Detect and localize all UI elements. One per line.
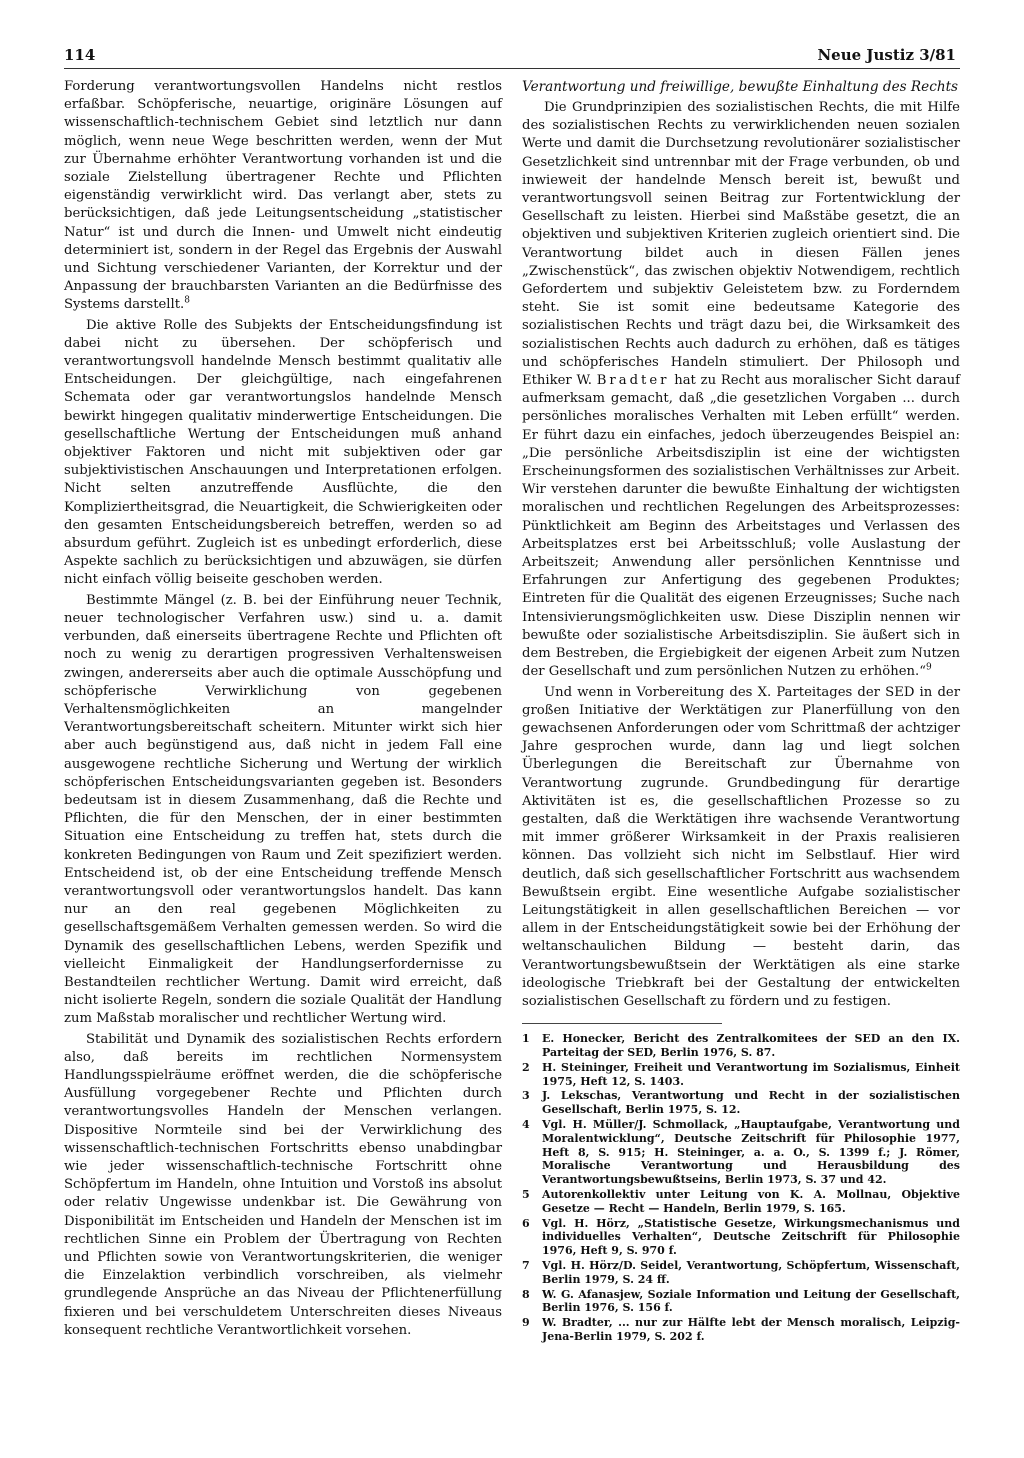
- paragraph-text: Die Grundprinzipien des sozialistischen Rechts, die mit Hilfe des sozialistischen Rechts zu verwirklichenden neuen sozialen Werte und damit die Durchsetzung revolutionärer sozialistischer Gesetzlichkeit sind untrennbar mit der Frage verbunden, ob und inwieweit der handelnde Mensch bereit ist, bewußt und verantwortungsvoll seinen Beitrag zur Fortentwicklung der Gesellschaft zu leisten. Hierbei sind Maßstäbe gesetzt, die an objektiven und subjektiven Kriterien zugleich orientiert sind. Die Verantwortung bildet auch in diesen Fällen jenes „Zwischenstück“, das zwischen objektiv Notwendigem, rechtlich Gefordertem und subjektiv Geleistetem bzw. zu Forderndem steht. Sie ist somit eine bedeutsame Kategorie des sozialistischen Rechts und trägt dazu bei, die Wirksamkeit des sozialistischen Rechts auch dadurch zu erhöhen, daß es tätiges und schöpferisches Handeln stimuliert. Der Philosoph und Ethiker W.: [522, 100, 960, 389]
- footnote-number: 9: [522, 1316, 530, 1330]
- footnote: [522, 1061, 960, 1089]
- footnote: [522, 1188, 960, 1216]
- right-column: [522, 78, 960, 1345]
- footnote-ref: 8: [184, 296, 190, 307]
- footnote-number: 1: [522, 1032, 530, 1046]
- footnote: [522, 1032, 960, 1060]
- footnote: [522, 1118, 960, 1187]
- author-name: Bradter: [596, 373, 670, 389]
- paragraph: Bestimmte Mängel (z. B. bei der Einführung neuer Technik, neuer technologischer Verfahren usw.) sind u. a. damit verbunden, daß einerseits übertragene Rechte und Pflichten oft noch zu wenig zu derartigen progressiven Verhaltensweisen zwingen, andererseits aber auch die optimale Ausschöpfung und schöpferische Verwirklichung von gegebenen Verhaltensmöglichkeiten an mangelnder Verantwortungsbereitschaft scheitern. Mitunter wirkt sich hier aber auch begünstigend aus, daß nicht in jedem Fall eine ausgewogene rechtliche Sicherung und Wertung der wirklich schöpferischen Entscheidungsvarianten gegeben ist. Besonders bedeutsam ist in diesem Zusammenhang, daß die Rechte und Pflichten, die für den Menschen, der in einer bestimmten Situation eine Entscheidung zu treffen hat, stets durch die konkreten Bedingungen von Raum und Zeit spezifiziert werden. Entscheidend ist, ob der eine Entscheidung treffende Mensch verantwortungsvoll oder verantwortungslos handelt. Das kann nur an den real gegebenen Möglichkeiten zu gesellschaftsgemäßem Verhalten gemessen werden. So wird die Dynamik des gesellschaftlichen Lebens, werden Spezifik und vielleicht Einmaligkeit der Handlungserfordernisse zu Bestandteilen rechtlicher Wertung. Damit wird erreicht, daß nicht isolierte Regeln, sondern die soziale Qualität der Handlung zum Maßstab moralischer und rechtlicher Wertung wird.: [64, 592, 502, 1027]
- footnote: [522, 1316, 960, 1344]
- footnote: [522, 1217, 960, 1258]
- footnote-number: 2: [522, 1060, 530, 1074]
- footnote-number: 8: [522, 1287, 530, 1301]
- paragraph: Und wenn in Vorbereitung des X. Parteitages der SED in der großen Initiative der Werktätigen zur Planerfüllung von den gewachsenen Anforderungen oder vom Schrittmaß der achtziger Jahre gesprochen wurde, dann lag und liegt solchen Überlegungen die Bereitschaft zur Übernahme von Verantwortung zugrunde. Grundbedingung für derartige Aktivitäten ist es, die gesellschaftlichen Prozesse so zu gestalten, daß die Werktätigen ihre wachsende Verantwortung mit immer größerer Wirksamkeit in der Praxis realisieren können. Das vollzieht sich nicht im Selbstlauf. Hier wird deutlich, daß sich gesellschaftlicher Fortschritt aus wachsendem Bewußtsein ergibt. Eine wesentliche Aufgabe sozialistischer Leitungstätigkeit in allen gesellschaftlichen Bereichen — vor allem in der Entscheidungstätigkeit sowie bei der Erhöhung der weltanschaulichen Bildung — besteht darin, das Verantwortungsbewußtsein der Werktätigen als eine starke ideologische Triebkraft bei der Gestaltung der entwickelten sozialistischen Gesellschaft zu fördern und zu festigen.: [522, 684, 960, 1009]
- paragraph: Stabilität und Dynamik des sozialistischen Rechts erfordern also, daß bereits im rechtlichen Normensystem Handlungsspielräume eröffnet werden, die die schöpferische Ausfüllung vorgegebener Rechte und Pflichten durch verantwortungsvolles Handeln der Menschen verlangen. Dispositive Normteile sind bei der Verwirklichung des wissenschaftlich-technischen Fortschritts ebenso unabdingbar wie jeder wissenschaftlich-technische Fortschritt ohne Schöpfertum im Handeln, ohne Intuition und Vorstoß ins absolut oder relativ Ungewisse undenkbar ist. Die Gewährung von Disponibilität im Entscheiden und Handeln der Menschen ist im rechtlichen Sinne ein Problem der Übertragung von Rechten und Pflichten sowie von Verantwortungskriterien, die weniger die Einzelaktion verbindlich vorschreiben, als vielmehr grundlegende Ansprüche an das Niveau der Pflichtenerfüllung fixieren und bei verschuldetem Unterschreiten dieses Niveaus konsequent rechtliche Verantwortlichkeit vorsehen.: [64, 1031, 502, 1338]
- footnotes: [522, 1032, 960, 1344]
- footnote: [522, 1288, 960, 1316]
- journal-issue: Neue Justiz 3/81: [817, 46, 956, 64]
- footnote-text: E. Honecker, Bericht des Zentralkomitees der SED an den IX. Parteitag der SED, Berlin 1976, S. 87.: [542, 1032, 960, 1059]
- header-divider: [64, 68, 960, 69]
- footnote-number: 3: [522, 1089, 530, 1103]
- footnote: [522, 1259, 960, 1287]
- footnote-text: Vgl. H. Müller/J. Schmollack, „Hauptaufgabe, Verantwortung und Moralentwicklung“, Deutsche Zeitschrift für Philosophie 1977, Heft 8, S. 915; H. Steininger, a. a. O., S. 1399 f.; J. Römer, Moralische Verantwortung und Herausbildung des Verantwortungsbewußtseins, Berlin 1973, S. 37 und 42.: [542, 1117, 960, 1187]
- footnote: [522, 1089, 960, 1117]
- footnote-text: W. G. Afanasjew, Soziale Information und Leitung der Gesellschaft, Berlin 1976, S. 156 f.: [542, 1287, 960, 1315]
- footnote-number: 4: [522, 1117, 530, 1131]
- page-number: 114: [64, 46, 96, 64]
- section-heading: Verantwortung und freiwillige, bewußte Einhaltung des Rechts: [522, 79, 959, 95]
- footnote-number: 5: [522, 1187, 530, 1201]
- paragraph-text: hat zu Recht aus moralischer Sicht darauf aufmerksam gemacht, daß „die gesetzlichen Vorgaben ... durch persönliches moralisches Verhalten mit Leben erfüllt“ werden. Er führt dazu ein einfaches, jedoch überzeugendes Beispiel an: „Die persönliche Arbeitsdisziplin ist eine der wichtigsten Erscheinungsformen des sozialistischen Verhältnisses zur Arbeit. Wir verstehen darunter die bewußte Einhaltung der wichtigsten moralischen und rechtlichen Regelungen des Arbeitsprozesses: Pünktlichkeit am Beginn des Arbeitstages und Verlassen des Arbeitsplatzes erst bei Arbeitsschluß; volle Auslastung der Arbeitszeit; Anwendung aller persönlichen Kenntnisse und Erfahrungen zur Anfertigung des gegebenen Produktes; Eintreten für die Qualität des eigenen Erzeugnisses; Suche nach Intensivierungsmöglichkeiten usw. Diese Disziplin nennen wir bewußte oder sozialistische Arbeitsdisziplin. Sie äußert sich in dem Bestreben, die Ergiebigkeit der eigenen Arbeit zum Nutzen der Gesellschaft und zum persönlichen Nutzen zu erhöhen.“: [522, 373, 960, 680]
- footnote-number: 7: [522, 1258, 530, 1272]
- footnote-divider: [522, 1023, 722, 1024]
- paragraph: Die aktive Rolle des Subjekts der Entscheidungsfindung ist dabei nicht zu übersehen. Der schöpferisch und verantwortungsvoll handelnde Mensch bestimmt qualitativ alle Entscheidungen. Der gleichgültige, nach eingefahrenen Schemata oder gar verantwortungslos handelnde Mensch bewirkt hingegen qualitativ minderwertige Entscheidungen. Die gesellschaftliche Wertung der Entscheidungen muß anhand objektiver Faktoren und nicht mit subjektiven oder gar subjektivistischen Anschauungen und Interpretationen erfolgen. Nicht selten anzutreffende Ausflüchte, die den Kompliziertheitsgrad, die Neuartigkeit, die Schwierigkeiten oder den gesamten Entscheidungsbereich betreffen, werden so ad absurdum geführt. Zugleich ist es unbedingt erforderlich, diese Aspekte sachlich zu berücksichtigen und abzuwägen, sie dürfen nicht einfach völlig beiseite geschoben werden.: [64, 317, 502, 588]
- footnote-text: W. Bradter, ... nur zur Hälfte lebt der Mensch moralisch, Leipzig-Jena-Berlin 1979, S. 202 f.: [542, 1316, 960, 1343]
- footnote-text: J. Lekschas, Verantwortung und Recht in der sozialistischen Gesellschaft, Berlin 1975, S. 12.: [542, 1089, 960, 1117]
- footnote-text: Vgl. H. Hörz/D. Seidel, Verantwortung, Schöpfertum, Wissenschaft, Berlin 1979, S. 24 ff.: [542, 1258, 960, 1286]
- left-column: [64, 78, 502, 1340]
- footnote-text: Autorenkollektiv unter Leitung von K. A. Mollnau, Objektive Gesetze — Recht — Handeln, Berlin 1979, S. 165.: [542, 1187, 960, 1215]
- footnote-number: 6: [522, 1216, 530, 1230]
- paragraph: [522, 99, 960, 682]
- footnote-ref: 9: [925, 662, 932, 673]
- footnote-text: Vgl. H. Hörz, „Statistische Gesetze, Wirkungsmechanismus und individuelles Verhalten“, Deutsche Zeitschrift für Philosophie 1976, Heft 9, S. 970 f.: [542, 1216, 960, 1258]
- paragraph: [64, 78, 502, 315]
- footnote-text: H. Steininger, Freiheit und Verantwortung im Sozialismus, Einheit 1975, Heft 12, S. 1403.: [542, 1060, 960, 1088]
- paragraph-text: Forderung verantwortungsvollen Handelns nicht restlos erfaßbar. Schöpferische, neuartige, originäre Lösungen auf wissenschaftlich-technischem Gebiet sind letztlich nur dann möglich, wenn neue Wege beschritten werden, wenn der Mut zur Übernahme erhöhter Verantwortung vorhanden ist und die soziale Zielstellung übertragener Rechte und Pflichten eigenständig verwirklicht wird. Das verlangt aber, stets zu berücksichtigen, daß jede Leitungsentscheidung „statistischer Natur“ ist und durch die Innen- und Umwelt nicht eindeutig determiniert ist, sondern in der Regel das Ergebnis der Auswahl und Sichtung verschiedener Varianten, der Korrektur und der Anpassung der brauchbarsten Varianten an die Bedürfnisse des Systems darstellt.: [64, 79, 502, 313]
